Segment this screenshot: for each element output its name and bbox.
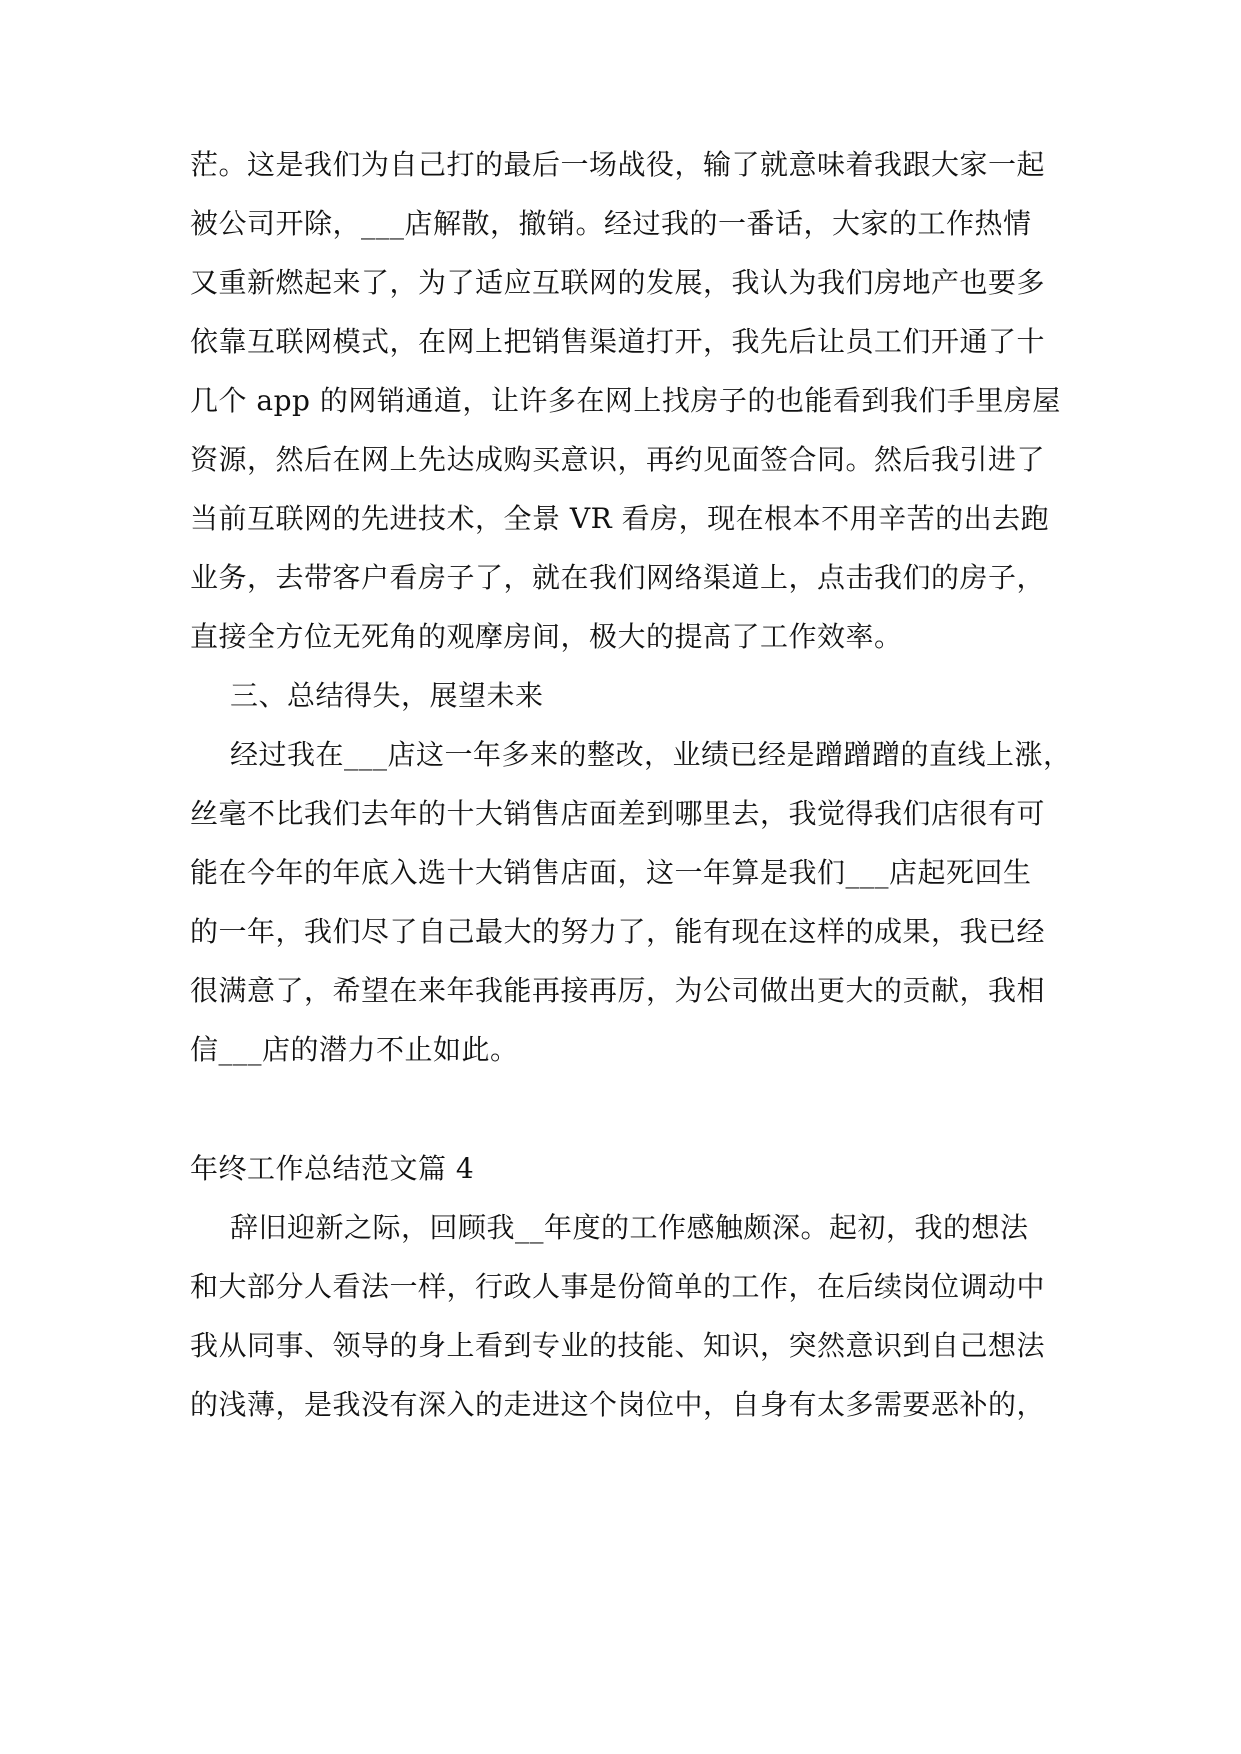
paragraph-line: 辞旧迎新之际，回顾我__年度的工作感触颇深。起初，我的想法 — [230, 1211, 1029, 1244]
article-title: 年终工作总结范文篇 4 — [190, 1152, 475, 1185]
paragraph-line: 直接全方位无死角的观摩房间，极大的提高了工作效率。 — [190, 620, 903, 653]
paragraph-line: 几个 app 的网销通道，让许多在网上找房子的也能看到我们手里房屋 — [190, 384, 1061, 417]
section-heading: 三、总结得失，展望未来 — [230, 679, 544, 712]
paragraph-line: 和大部分人看法一样，行政人事是份简单的工作，在后续岗位调动中 — [190, 1270, 1046, 1303]
paragraph-line: 很满意了，希望在来年我能再接再厉，为公司做出更大的贡献，我相 — [190, 974, 1046, 1007]
paragraph-line: 被公司开除，___店解散，撤销。经过我的一番话，大家的工作热情 — [190, 207, 1032, 240]
paragraph-line: 我从同事、领导的身上看到专业的技能、知识，突然意识到自己想法 — [190, 1329, 1046, 1362]
paragraph-line: 信___店的潜力不止如此。 — [190, 1033, 519, 1066]
paragraph-line: 当前互联网的先进技术，全景 VR 看房，现在根本不用辛苦的出去跑 — [190, 502, 1050, 535]
paragraph-line: 的浅薄，是我没有深入的走进这个岗位中，自身有太多需要恶补的， — [190, 1388, 1046, 1421]
paragraph-line: 又重新燃起来了，为了适应互联网的发展，我认为我们房地产也要多 — [190, 266, 1046, 299]
paragraph-line: 能在今年的年底入选十大销售店面，这一年算是我们___店起死回生 — [190, 856, 1032, 889]
paragraph-line: 资源，然后在网上先达成购买意识，再约见面签合同。然后我引进了 — [190, 443, 1046, 476]
paragraph-line: 业务，去带客户看房子了，就在我们网络渠道上，点击我们的房子， — [190, 561, 1046, 594]
paragraph-line: 丝毫不比我们去年的十大销售店面差到哪里去，我觉得我们店很有可 — [190, 797, 1046, 830]
paragraph-line: 经过我在___店这一年多来的整改，业绩已经是蹭蹭蹭的直线上涨， — [230, 738, 1072, 771]
paragraph-line: 的一年，我们尽了自己最大的努力了，能有现在这样的成果，我已经 — [190, 915, 1046, 948]
paragraph-line: 茫。这是我们为自己打的最后一场战役，输了就意味着我跟大家一起 — [190, 148, 1046, 181]
paragraph-line: 依靠互联网模式，在网上把销售渠道打开，我先后让员工们开通了十 — [190, 325, 1046, 358]
